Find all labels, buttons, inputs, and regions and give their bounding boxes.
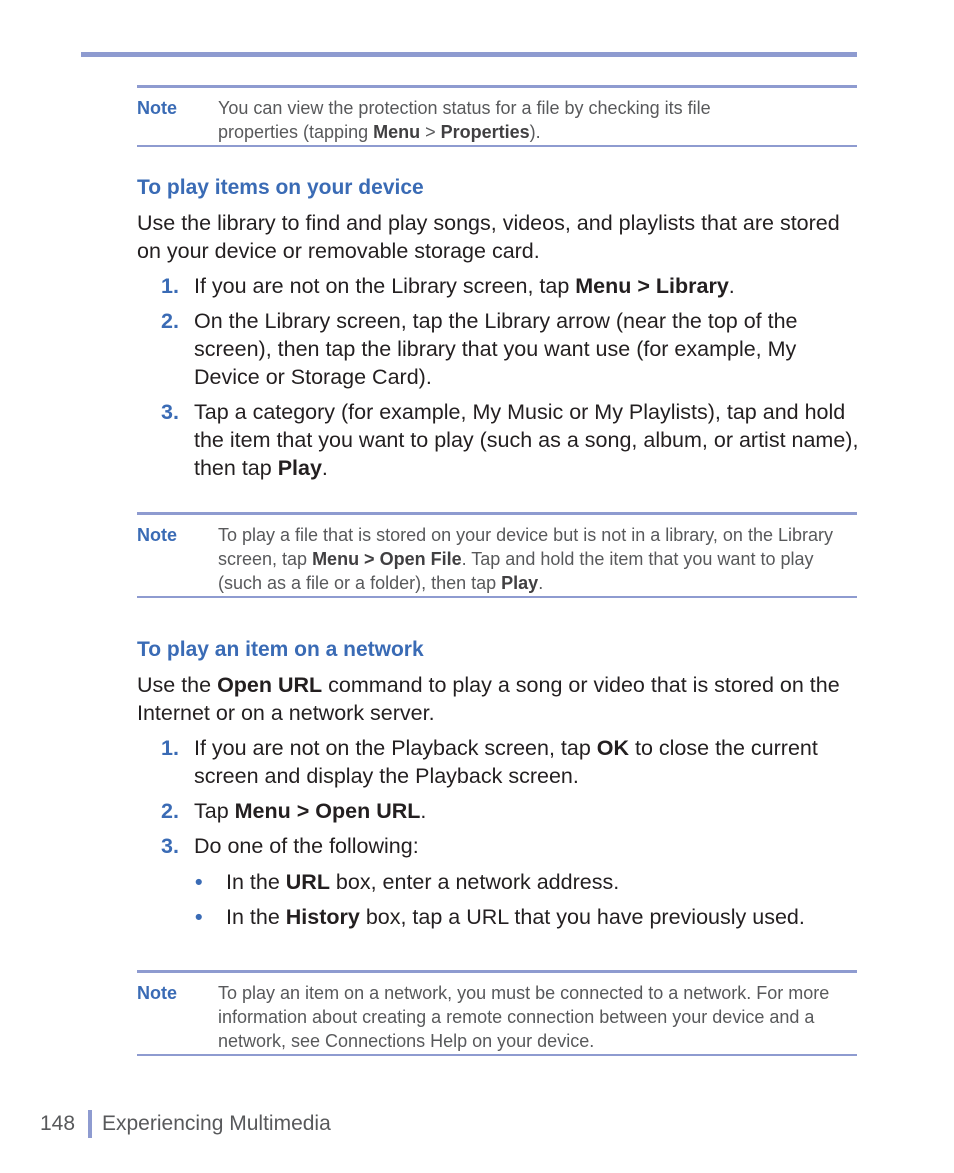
step-number: 1.: [161, 274, 179, 298]
chapter-title: Experiencing Multimedia: [102, 1112, 331, 1135]
step-text: If you are not on the Playback screen, tap OK to close the current screen and display the Playback screen.: [194, 736, 818, 788]
step-number: 2.: [161, 799, 179, 823]
note-text: To play an item on a network, you must be connected to a network. For more information about creating a remote connection between your device and a network, see Connections Help on your device.: [218, 983, 830, 1051]
bullet-icon: •: [195, 905, 203, 929]
section-intro: Use the Open URL command to play a song or video that is stored on the Internet or on a network server.: [137, 673, 840, 725]
step-number: 3.: [161, 400, 179, 424]
step-text: Tap a category (for example, My Music or My Playlists), tap and hold the item that you want to play (such as a song, album, or artist name), then tap Play.: [194, 400, 859, 480]
page-number: 148: [40, 1112, 76, 1135]
menu-term: Menu: [373, 122, 421, 142]
header-rule: [81, 52, 857, 57]
step-number: 2.: [161, 309, 179, 333]
section-heading: To play items on your device: [137, 176, 424, 199]
note-text: You can view the protection status for a file by checking its file properties (tapping Menu > Properties).: [218, 98, 711, 142]
note-label: Note: [137, 983, 177, 1003]
note-box: [137, 85, 857, 147]
properties-term: Properties: [440, 122, 530, 142]
footer-divider: [88, 1110, 92, 1138]
step-text: Do one of the following:: [194, 834, 419, 858]
bullet-text: In the History box, tap a URL that you have previously used.: [226, 905, 805, 929]
bullet-icon: •: [195, 870, 203, 894]
step-text: On the Library screen, tap the Library arrow (near the top of the screen), then tap the library that you want use (for example, My Device or Storage Card).: [194, 309, 798, 389]
note-box: [137, 512, 857, 598]
note-box: [137, 970, 857, 1056]
note-label: Note: [137, 525, 177, 545]
section-heading: To play an item on a network: [137, 638, 424, 661]
note-label: Note: [137, 98, 177, 118]
step-text: Tap Menu > Open URL.: [194, 799, 427, 823]
step-number: 1.: [161, 736, 179, 760]
note-text: To play a file that is stored on your device but is not in a library, on the Library screen, tap Menu > Open File. Tap and hold the item that you want to play (such as a file or a folder), then tap Play.: [218, 525, 833, 593]
step-number: 3.: [161, 834, 179, 858]
step-text: If you are not on the Library screen, tap Menu > Library.: [194, 274, 735, 298]
section-intro: Use the library to find and play songs, videos, and playlists that are stored on your device or removable storage card.: [137, 211, 840, 263]
bullet-text: In the URL box, enter a network address.: [226, 870, 620, 894]
